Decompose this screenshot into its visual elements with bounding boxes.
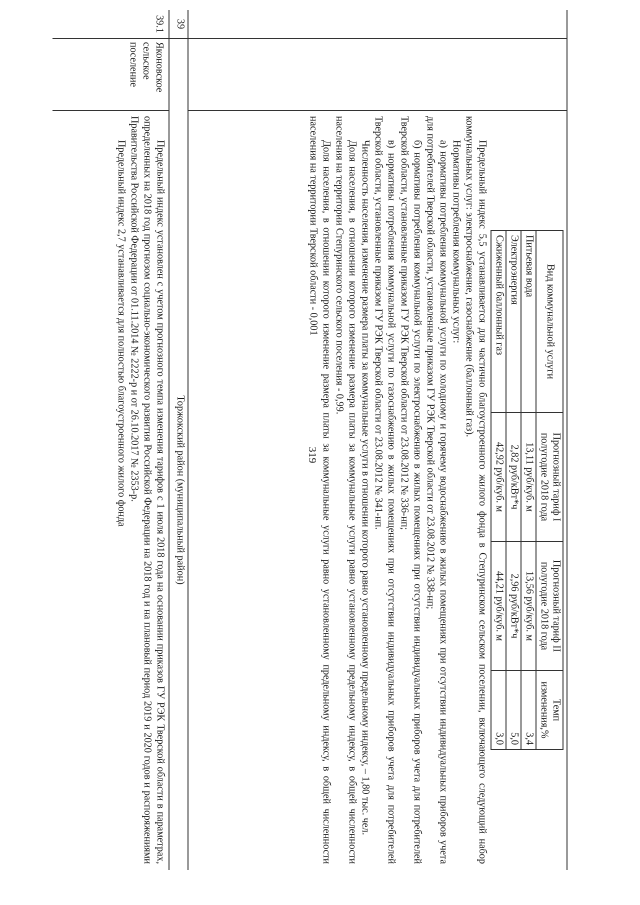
tariff-h2-cell: 13,56 руб/куб. м [521,542,536,671]
continuation-row [188,10,568,870]
header-tariff-h1: Прогнозный тариф I полугодие 2018 года [536,413,563,542]
tariff-h2-cell: 2,96 руб/кВт*ч [506,542,521,671]
entry-row [53,10,170,870]
section-row [169,10,190,870]
content-cell [189,110,567,870]
number-cell [189,10,567,38]
rate-cell: 3,4 [521,671,536,750]
table-row [521,231,536,750]
paragraph-norms-heading: Нормативы потребления коммунальных услуг: [450,140,462,344]
entry-name: Яконовское сельское поселение [127,42,165,93]
table-row [491,231,506,750]
table-row [506,231,521,750]
entry-content [112,110,170,870]
tariff-table [491,230,564,750]
column-divider [189,38,567,39]
paragraph-norm-electricity: б) нормативы потребления коммунальной услуги по электроснабжению в жилых помещениях при отсутствии индивидуальных приборов учета для потребителей Тверской области, установленные приказом ГУ РЭК Тверской области от 23.08.2012 № 336-нп; [398,116,423,864]
section-title: Торжокский район (муниципальный район) [174,395,186,585]
paragraph-population: Численность населения, изменение размера платы за коммунальные услуги в отношении которого равно установленному предельному индексу, – 1,80 тыс. чел. [359,140,371,836]
section-number: 39 [174,18,186,30]
rate-cell: 5,0 [506,671,521,750]
paragraph-entry-basis: Предельный индекс установлен с учетом прогнозного темпа изменения тарифов с 1 июля 2018 года на основании приказов ГУ РЭК Тверской области в параметрах, определенных на 2018 год прогнозом социально-экономического развития Российской Федерации на 2018 год и на плановый период 2019 и 2020 годов и распоряжениями Правительства Российской Федерации от 01.11.2014 № 2222-р и от 26.10.2017 № 2353-р. [128,116,166,864]
service-cell: Электроэнергия [506,231,521,413]
tariff-h1-cell: 2,82 руб/кВт*ч [506,413,521,542]
header-rate: Темп изменения,% [536,671,563,750]
header-tariff-h2: Прогнозный тариф II полугодие 2018 года [536,542,563,671]
paragraph-norm-gas: в) нормативы потребления коммунальной услуги по газоснабжению в жилых помещениях при отсутствии индивидуальных приборов учета для потребителей Тверской области, установленные приказом ГУ РЭК Тверской области от 23.08.2012 № 341-нп. [372,116,397,864]
header-service: Вид коммунальной услуги [536,231,563,413]
service-cell: Питьевая вода [521,231,536,413]
rate-cell: 3,0 [491,671,506,750]
tariff-h1-cell: 13,11 руб/куб. м [521,413,536,542]
paragraph-norm-water: а) нормативы потребления коммунальной услуги по холодному и горячему водоснабжению в жилых помещениях при отсутствии индивидуальных приборов учета для потребителей Тверской области, установленные приказом ГУ РЭК Тверской области от 23.08.2012 № 338-нп; [424,116,449,864]
paragraph-share-region: Доля населения, в отношении которого изменение размера платы за коммунальные услуги равно установленному предельному индексу, в общей численности населения на территории Тверской области - 0,001 [307,116,332,864]
tariff-h2-cell: 44,21 руб/куб. м [491,542,506,671]
tariff-h1-cell: 42,92 руб/куб. м [491,413,506,542]
paragraph-index: Предельный индекс 5,5 устанавливается для частично благоустроенного жилого фонда в Степуринском сельском поселении, включающего следующий набор коммунальных услуг: электроснабжение, газоснабжение (баллонный газ). [463,116,488,864]
service-cell: Сжиженный баллонный газ [491,231,506,413]
entry-number: 39.1 [153,15,165,33]
column-divider [170,38,190,39]
paragraph-entry-index: Предельный индекс 2,7 устанавливается для полностью благоустроенного жилого фонда [115,140,127,527]
page-number: 319 [306,446,318,464]
name-cell [189,38,567,110]
paragraph-share-local: Доля населения, в отношении которого изменение размера платы за коммунальные услуги равно установленному предельному индексу, в общей численности населения на территории Степуринского сельского поселения - 0,99. [333,116,358,864]
document-sheet [53,10,568,870]
column-divider [53,38,170,39]
